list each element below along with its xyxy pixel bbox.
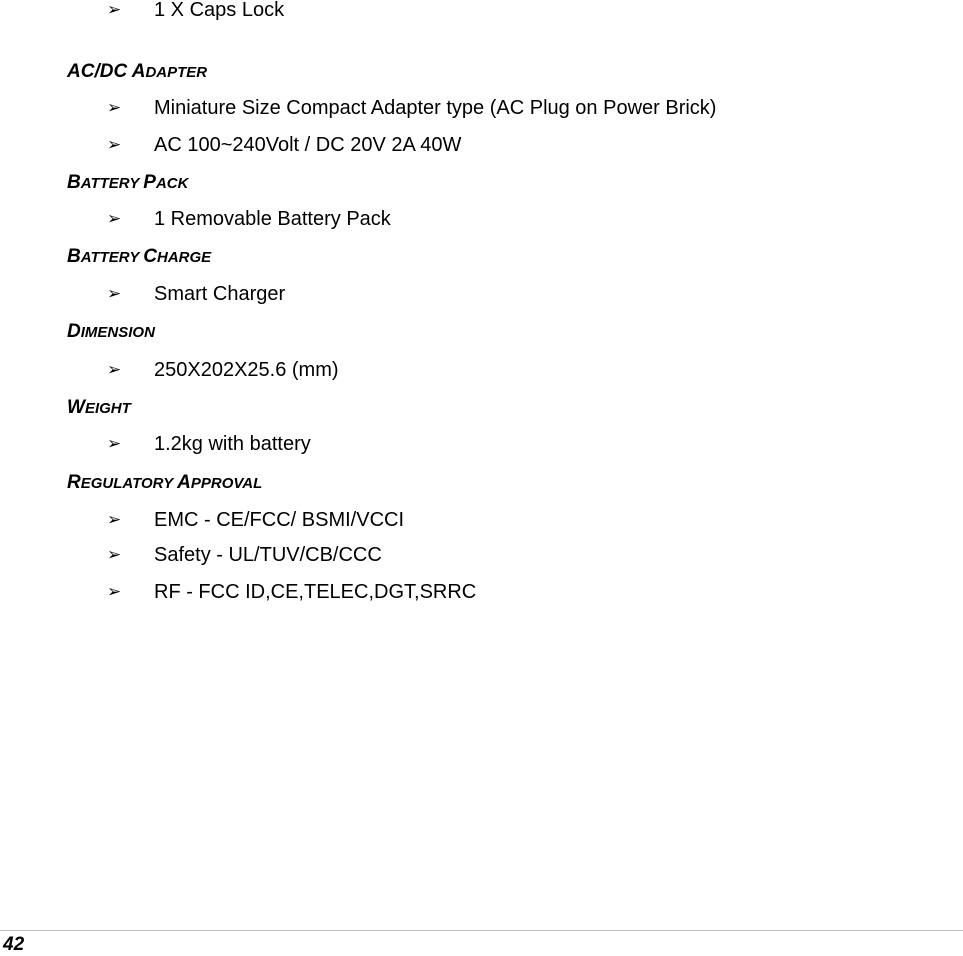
list-item-rf (107, 580, 476, 604)
list-item-text: 250X202X25.6 (mm) (154, 359, 339, 381)
footer-divider (0, 930, 963, 931)
list-item-text: EMC - CE/FCC/ BSMI/VCCI (154, 509, 405, 531)
section-heading-ac-dc-adapter: AC/DC ADAPTER (67, 61, 208, 82)
arrow-bullet-icon: ➢ (107, 284, 122, 304)
list-item-adapter-type (107, 96, 716, 120)
list-item-text: 1 X Caps Lock (154, 0, 285, 21)
list-item-battery-charge (107, 282, 285, 306)
section-heading-dimension: DIMENSION (67, 321, 155, 342)
arrow-bullet-icon: ➢ (107, 209, 122, 229)
arrow-bullet-icon: ➢ (107, 582, 122, 602)
section-heading-battery-pack: BATTERY PACK (67, 172, 189, 193)
list-item-text: RF - FCC ID,CE,TELEC,DGT,SRRC (154, 581, 477, 603)
arrow-bullet-icon: ➢ (107, 360, 122, 380)
list-item-caps-lock (107, 0, 284, 22)
list-item-battery-pack (107, 207, 391, 231)
section-heading-regulatory-approval: REGULATORY APPROVAL (67, 472, 263, 493)
section-heading-battery-charge: BATTERY CHARGE (67, 246, 212, 267)
arrow-bullet-icon: ➢ (107, 98, 122, 118)
arrow-bullet-icon: ➢ (107, 510, 122, 530)
list-item-emc (107, 508, 404, 532)
list-item-text: 1 Removable Battery Pack (154, 208, 391, 230)
list-item-safety (107, 543, 382, 567)
list-item-text: 1.2kg with battery (154, 433, 311, 455)
arrow-bullet-icon: ➢ (107, 0, 122, 20)
list-item-weight (107, 432, 311, 456)
arrow-bullet-icon: ➢ (107, 545, 122, 565)
section-heading-weight: WEIGHT (67, 397, 131, 418)
list-item-text: AC 100~240Volt / DC 20V 2A 40W (154, 134, 462, 156)
arrow-bullet-icon: ➢ (107, 135, 122, 155)
list-item-text: Smart Charger (154, 283, 286, 305)
list-item-text: Safety - UL/TUV/CB/CCC (154, 544, 382, 566)
page-number: 42 (3, 934, 25, 955)
arrow-bullet-icon: ➢ (107, 434, 122, 454)
list-item-adapter-rating (107, 133, 461, 157)
list-item-dimension (107, 358, 339, 382)
list-item-text: Miniature Size Compact Adapter type (AC Plug on Power Brick) (154, 97, 717, 119)
